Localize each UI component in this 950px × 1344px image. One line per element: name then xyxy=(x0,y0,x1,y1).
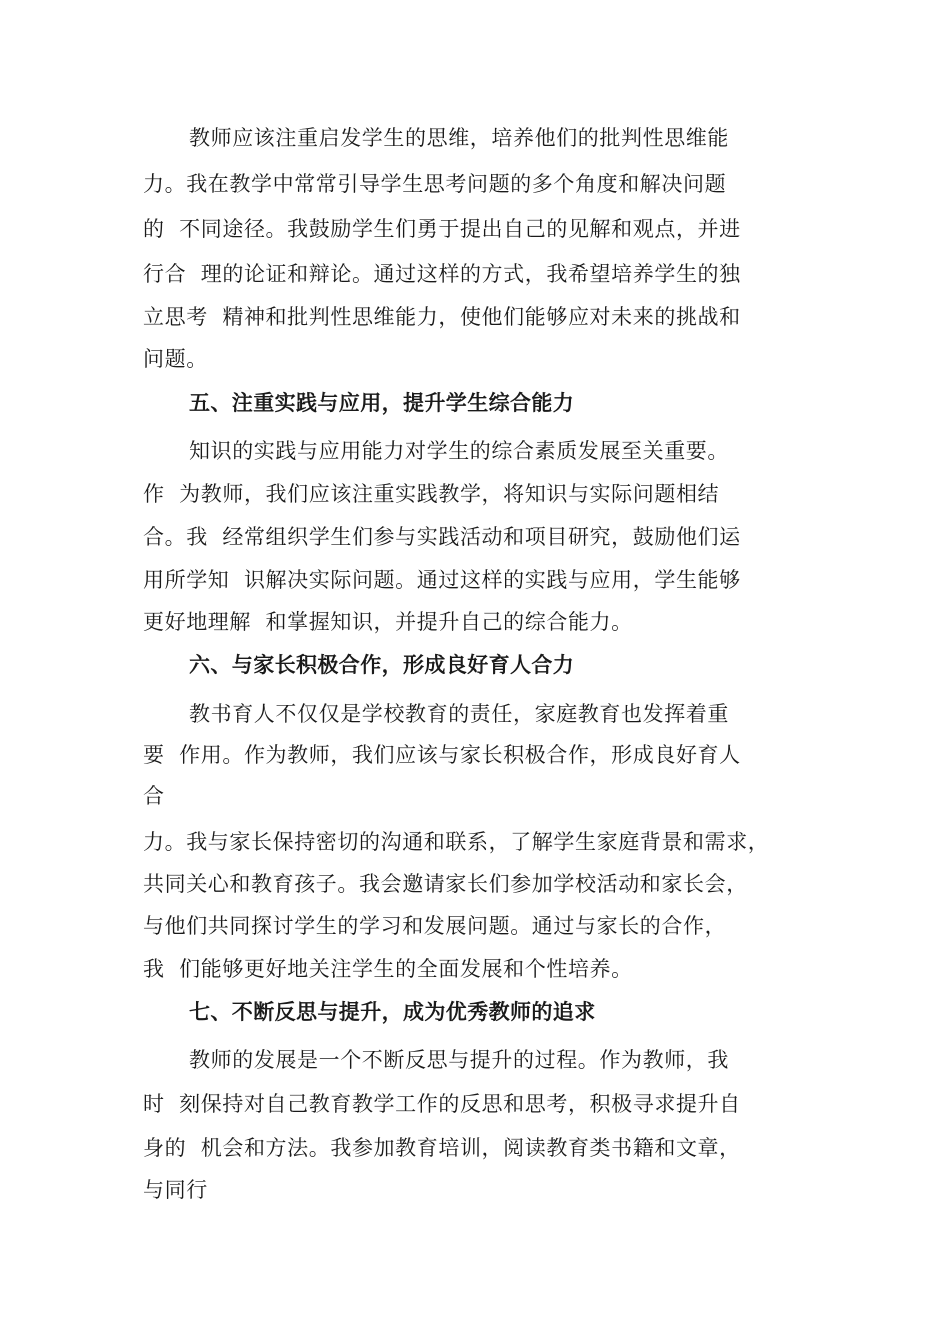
paragraph-line: 我 们能够更好地关注学生的全面发展和个性培养。 xyxy=(143,957,633,981)
paragraph-line: 用所学知 识解决实际问题。通过这样的实践与应用，学生能够 xyxy=(143,568,741,592)
paragraph-line: 要 作用。作为教师，我们应该与家长积极合作，形成良好育人 xyxy=(143,743,741,767)
paragraph-line: 教师的发展是一个不断反思与提升的过程。作为教师，我 xyxy=(189,1048,729,1072)
paragraph-line: 时 刻保持对自己教育教学工作的反思和思考，积极寻求提升自 xyxy=(143,1092,741,1116)
paragraph-line: 力。我与家长保持密切的沟通和联系，了解学生家庭背景和需求， xyxy=(143,830,770,854)
paragraph-line: 的 不同途径。我鼓励学生们勇于提出自己的见解和观点，并进 xyxy=(143,217,741,241)
paragraph-line: 问题。 xyxy=(143,347,208,371)
paragraph-line: 作 为教师，我们应该注重实践教学，将知识与实际问题相结 xyxy=(143,482,720,506)
section-heading: 五、注重实践与应用，提升学生综合能力 xyxy=(189,391,575,415)
section-heading: 六、与家长积极合作，形成良好育人合力 xyxy=(189,653,575,677)
section-heading: 七、不断反思与提升，成为优秀教师的追求 xyxy=(189,1000,596,1024)
paragraph-line: 合。我 经常组织学生们参与实践活动和项目研究，鼓励他们运 xyxy=(143,525,741,549)
paragraph-line: 合 xyxy=(143,784,165,808)
paragraph-line: 行合 理的论证和辩论。通过这样的方式，我希望培养学生的独 xyxy=(143,262,741,286)
paragraph-line: 教师应该注重启发学生的思维，培养他们的批判性思维能 xyxy=(189,126,729,150)
paragraph-line: 与他们共同探讨学生的学习和发展问题。通过与家长的合作， xyxy=(143,914,727,938)
paragraph-line: 身的 机会和方法。我参加教育培训，阅读教育类书籍和文章， xyxy=(143,1136,741,1160)
paragraph-line: 力。我在教学中常常引导学生思考问题的多个角度和解决问题 xyxy=(143,172,727,196)
paragraph-line: 与同行 xyxy=(143,1178,208,1202)
paragraph-line: 更好地理解 和掌握知识，并提升自己的综合能力。 xyxy=(143,610,633,634)
paragraph-line: 共同关心和教育孩子。我会邀请家长们参加学校活动和家长会， xyxy=(143,872,748,896)
paragraph-line: 立思考 精神和批判性思维能力，使他们能够应对未来的挑战和 xyxy=(143,305,741,329)
paragraph-line: 教书育人不仅仅是学校教育的责任，家庭教育也发挥着重 xyxy=(189,702,729,726)
paragraph-line: 知识的实践与应用能力对学生的综合素质发展至关重要。 xyxy=(189,439,729,463)
